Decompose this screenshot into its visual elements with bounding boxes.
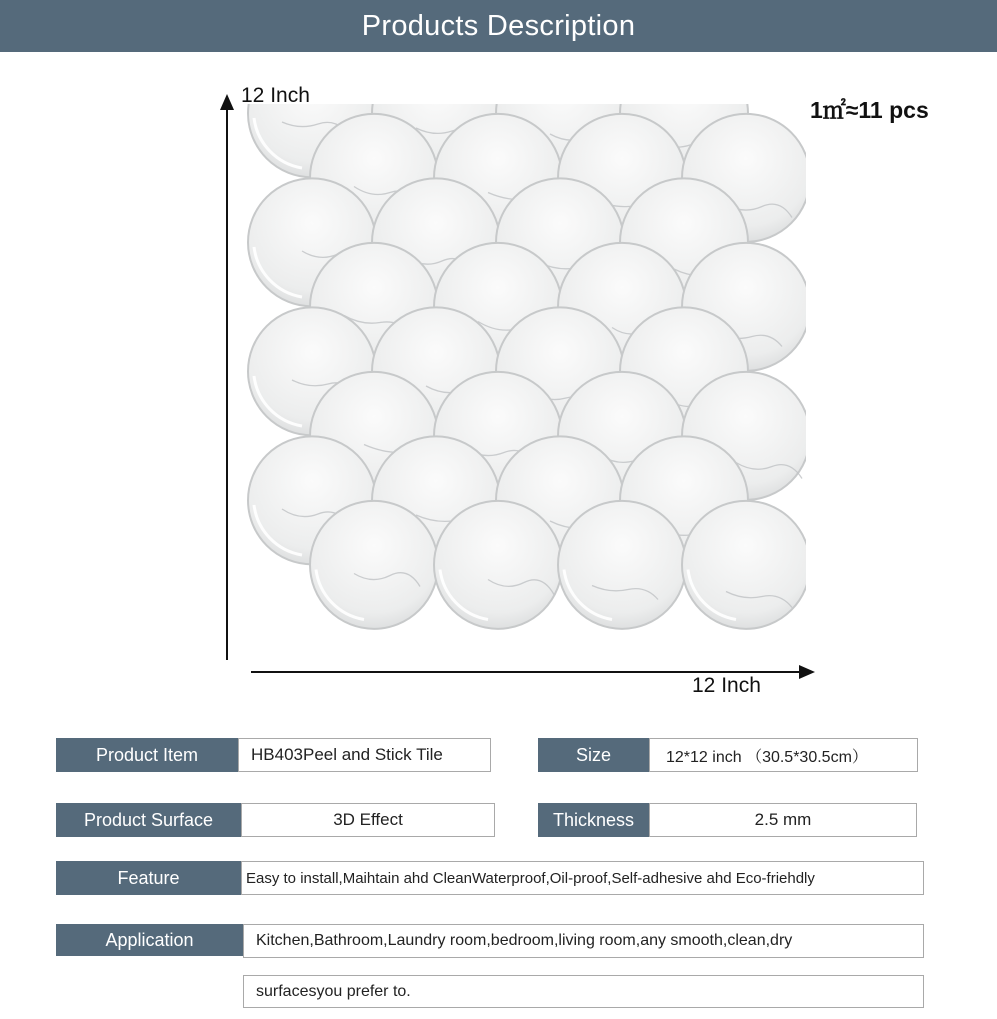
product-surface-value: 3D Effect xyxy=(241,803,495,837)
feature-value: Easy to install,Maihtain ahd CleanWaterproof,Oil-proof,Self-adhesive ahd Eco-friehdly xyxy=(241,861,924,895)
application-value-line2: surfacesyou prefer to. xyxy=(243,975,924,1008)
application-label: Application xyxy=(56,924,243,956)
up-arrow-icon xyxy=(220,94,234,110)
application-value-line1: Kitchen,Bathroom,Laundry room,bedroom,living room,any smooth,clean,dry xyxy=(243,924,924,958)
thickness-value: 2.5 mm xyxy=(649,803,917,837)
feature-label: Feature xyxy=(56,861,241,895)
tile-product-image xyxy=(246,104,806,676)
size-value: 12*12 inch （30.5*30.5cm） xyxy=(649,738,918,772)
product-item-value: HB403Peel and Stick Tile xyxy=(238,738,491,772)
size-label: Size xyxy=(538,738,649,772)
tile-scale xyxy=(434,501,562,629)
tile-scale xyxy=(310,501,438,629)
page-title: Products Description xyxy=(361,9,636,42)
product-surface-label: Product Surface xyxy=(56,803,241,837)
tile-scale xyxy=(682,501,806,629)
thickness-label: Thickness xyxy=(538,803,649,837)
product-item-label: Product Item xyxy=(56,738,238,772)
coverage-text: 1㎡≈11 pcs xyxy=(810,97,929,123)
width-label: 12 Inch xyxy=(692,674,761,697)
tile-scale xyxy=(558,501,686,629)
height-label: 12 Inch xyxy=(241,84,310,107)
